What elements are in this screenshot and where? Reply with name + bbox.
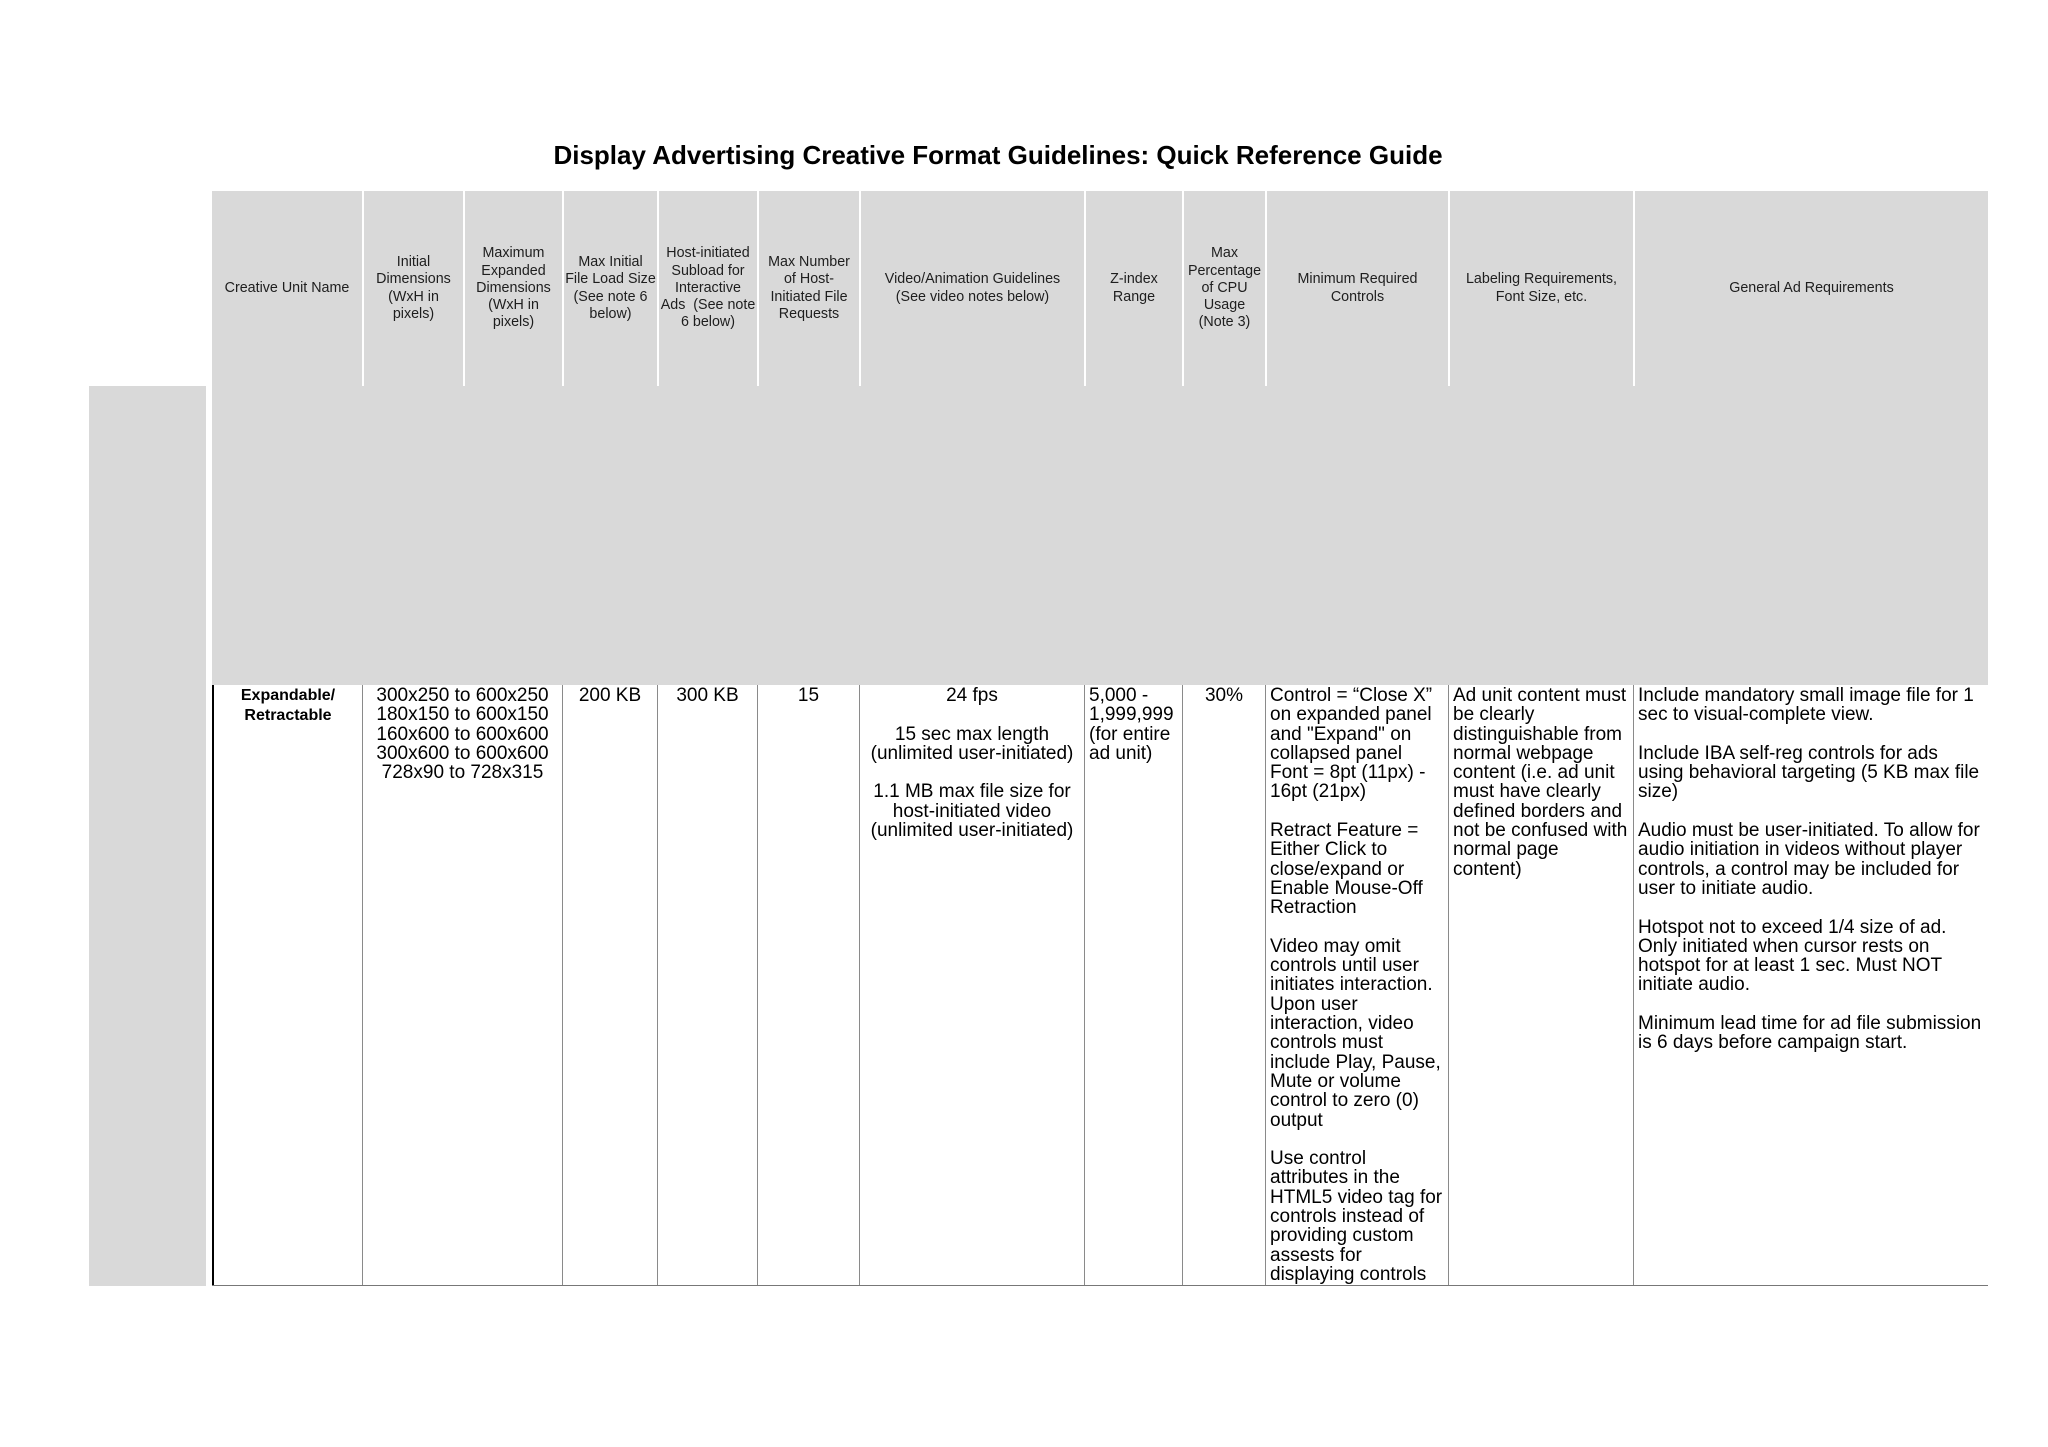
- header-label: Z-index Range: [1110, 271, 1158, 305]
- cell-minimum-required-controls: [1265, 685, 1448, 1285]
- cell-labeling-requirements: [1448, 685, 1633, 1285]
- header-label: Maximum Expanded Dimensions (WxH in pixels): [476, 245, 551, 331]
- header-label: Host-initiated Subload for Interactive Ads (See note 6 below): [660, 245, 756, 331]
- video-guideline-paragraph: 1.1 MB max file size for host-initiated video (unlimited user-initiated): [870, 781, 1074, 842]
- header-max-host-initiated-requests: [757, 191, 859, 386]
- cell-z-index-range: [1084, 685, 1182, 1285]
- page-title: Display Advertising Creative Format Guidelines: Quick Reference Guide: [553, 140, 1443, 170]
- general-requirement-paragraph: Audio must be user-initiated. To allow for audio initiation in videos without player controls, a control may be included for user to initiate audio.: [1638, 820, 1980, 899]
- header-max-cpu-usage: [1182, 191, 1265, 386]
- header-label: Max Number of Host- Initiated File Requests: [768, 254, 850, 322]
- max-host-initiated-requests-value: 15: [797, 685, 820, 706]
- max-initial-file-load-value: 200 KB: [578, 685, 642, 706]
- general-requirement-paragraph: Include mandatory small image file for 1 sec to visual-complete view.: [1638, 685, 1974, 726]
- header-video-animation-guidelines: [859, 191, 1084, 386]
- header-minimum-required-controls: [1265, 191, 1448, 386]
- creative-unit-name: Expandable/ Retractable: [240, 687, 336, 724]
- general-requirement-paragraph: Hotspot not to exceed 1/4 size of ad. Only initiated when cursor rests on hotspot for at least 1 sec. Must NOT initiate audio.: [1638, 916, 1947, 996]
- header-host-initiated-subload: [657, 191, 757, 386]
- z-index-range-value: 5,000 - 1,999,999 (for entire ad unit): [1089, 685, 1174, 764]
- general-requirement-paragraph: Include IBA self-reg controls for ads using behavioral targeting (5 KB max file size): [1638, 742, 1980, 803]
- header-label: Labeling Requirements, Font Size, etc.: [1465, 271, 1617, 305]
- header-label: Max Percentage of CPU Usage (Note 3): [1187, 245, 1262, 331]
- header-label: Initial Dimensions (WxH in pixels): [376, 254, 451, 322]
- header-max-initial-file-load: [562, 191, 657, 386]
- controls-paragraph: Use control attributes in the HTML5 video tag for controls instead of providing custom assests for displaying controls: [1270, 1148, 1443, 1285]
- cell-max-cpu-usage: [1182, 685, 1265, 1285]
- header-labeling-requirements: [1448, 191, 1633, 386]
- cell-dimensions: [362, 685, 562, 1285]
- video-guideline-paragraph: 15 sec max length (unlimited user-initiated): [870, 723, 1074, 764]
- cell-video-animation: [859, 685, 1084, 1285]
- controls-paragraph: Video may omit controls until user initiates interaction. Upon user interaction, video controls must include Play, Pause, Mute or volume control to zero (0) output: [1270, 935, 1441, 1131]
- header-label: Minimum Required Controls: [1297, 271, 1418, 305]
- video-guideline-paragraph: 24 fps: [946, 685, 998, 706]
- controls-paragraph: Control = “Close X” on expanded panel and "Expand" on collapsed panel Font = 8pt (11px) - 16pt (21px): [1270, 685, 1433, 803]
- cell-general-ad-requirements: [1633, 685, 1988, 1285]
- host-initiated-subload-value: 300 KB: [676, 685, 739, 706]
- cell-max-host-initiated-requests: [757, 685, 859, 1285]
- hidden-rows-shading: [212, 386, 1988, 685]
- labeling-requirements-text: Ad unit content must be clearly distinguishable from normal webpage content (i.e. ad unit must have clearly defined borders and not be confused with normal page content): [1453, 685, 1628, 880]
- header-label: General Ad Requirements: [1729, 279, 1894, 296]
- controls-paragraph: Retract Feature = Either Click to close/expand or Enable Mouse-Off Retraction: [1270, 820, 1423, 919]
- header-max-expanded-dimensions: [463, 191, 562, 386]
- header-label: Creative Unit Name: [224, 279, 350, 296]
- header-label: Max Initial File Load Size (See note 6 below): [565, 254, 656, 322]
- max-cpu-usage-value: 30%: [1204, 685, 1244, 706]
- table-row: [212, 685, 1988, 1286]
- header-creative-unit-name: [212, 191, 362, 386]
- table-header: [212, 191, 1988, 386]
- cell-max-initial-file-load: [562, 685, 657, 1285]
- left-margin-shading: [89, 386, 206, 1286]
- dimensions-list: 300x250 to 600x250 180x150 to 600x150 160x600 to 600x600 300x600 to 600x600 728x90 to 728x315: [376, 685, 549, 784]
- header-general-ad-requirements: [1633, 191, 1988, 386]
- cell-creative-unit-name: [212, 685, 362, 1285]
- cell-host-initiated-subload: [657, 685, 757, 1285]
- header-label: Video/Animation Guidelines (See video notes below): [884, 271, 1061, 305]
- header-initial-dimensions: [362, 191, 463, 386]
- general-requirement-paragraph: Minimum lead time for ad file submission is 6 days before campaign start.: [1638, 1013, 1982, 1054]
- header-z-index-range: [1084, 191, 1182, 386]
